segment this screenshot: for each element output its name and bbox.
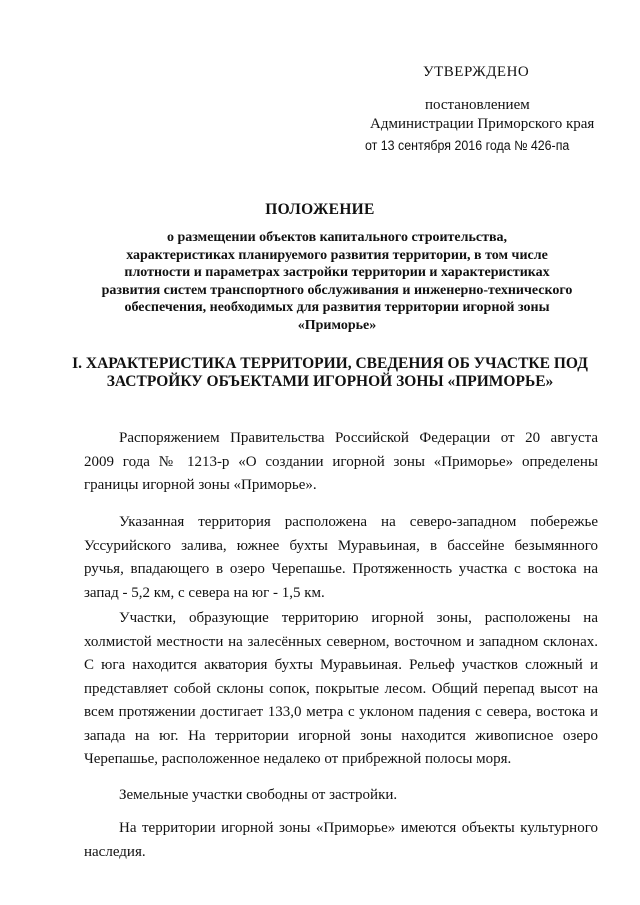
- subtitle-line: обеспечения, необходимых для развития территории игорной зоны: [124, 300, 550, 315]
- paragraph-4: [84, 784, 598, 808]
- paragraph-line: На территории игорной зоны «Приморье» имеются объекты культурного: [119, 820, 598, 836]
- paragraph-line: Указанная территория расположена на северо-западном побережье: [119, 514, 598, 530]
- paragraph-line: всем протяжении достигает 133,0 метра с уклоном падения с севера, востока и: [84, 704, 598, 720]
- approval-date-number: от 13 сентября 2016 года № 426-па: [365, 138, 570, 153]
- paragraph-5: [84, 817, 598, 864]
- paragraph-2: [84, 511, 598, 605]
- approval-title: УТВЕРЖДЕНО: [423, 64, 530, 80]
- paragraph-line: Земельные участки свободны от застройки.: [119, 787, 398, 803]
- paragraph-line: ручья, впадающего в озеро Черепашье. Протяженность участка с востока на: [84, 561, 598, 577]
- paragraph-line: 2009 года № 1213-р «О создании игорной зоны «Приморье» определены: [84, 453, 598, 470]
- section-heading-line: ЗАСТРОЙКУ ОБЪЕКТАМИ ИГОРНОЙ ЗОНЫ «ПРИМОРЬЕ»: [106, 373, 554, 390]
- paragraph-line: Распоряжением Правительства Российской Федерации от 20 августа: [119, 430, 598, 446]
- subtitle-line: развития систем транспортного обслуживания и инженерно-технического: [101, 282, 573, 298]
- document-subtitle: [88, 229, 586, 334]
- subtitle-line: характеристиках планируемого развития территории, в том числе: [126, 247, 548, 263]
- paragraph-line: запад - 5,2 км, с севера на юг - 1,5 км.: [84, 584, 325, 601]
- paragraph-line: границы игорной зоны «Приморье».: [84, 477, 317, 493]
- paragraph-line: представляет собой склоны сопок, покрытые лесом. Общий перепад высот на: [84, 680, 598, 697]
- paragraph-line: Уссурийского залива, южнее бухты Муравьиная, в бассейне безымянного: [84, 537, 598, 554]
- subtitle-line: о размещении объектов капитального строительства,: [166, 230, 508, 245]
- paragraph-1: [84, 427, 598, 498]
- section-heading-line: I. ХАРАКТЕРИСТИКА ТЕРРИТОРИИ, СВЕДЕНИЯ ОБ УЧАСТКЕ ПОД: [72, 355, 588, 372]
- paragraph-line: запада на юг. На территории игорной зоны находится живописное озеро: [84, 727, 598, 744]
- paragraph-line: Черепашье, расположенное недалеко от прибрежной полосы моря.: [84, 751, 512, 767]
- document-title: ПОЛОЖЕНИЕ: [265, 201, 375, 218]
- paragraph-line: холмистой местности на залесённых северном, восточном и западном склонах.: [84, 633, 598, 650]
- section-heading: [70, 355, 590, 391]
- paragraph-line: С юга находится акватория бухты Муравьиная. Рельеф участков сложный и: [84, 657, 598, 673]
- subtitle-line: «Приморье»: [297, 317, 377, 333]
- paragraph-line: Участки, образующие территорию игорной зоны, расположены на: [119, 610, 598, 626]
- approval-resolution-label: постановлением: [425, 97, 530, 113]
- approval-authority: Администрации Приморского края: [370, 116, 595, 132]
- paragraph-line: наследия.: [84, 843, 146, 860]
- paragraph-3: [84, 607, 598, 772]
- subtitle-line: плотности и параметрах застройки территории и характеристиках: [124, 265, 550, 280]
